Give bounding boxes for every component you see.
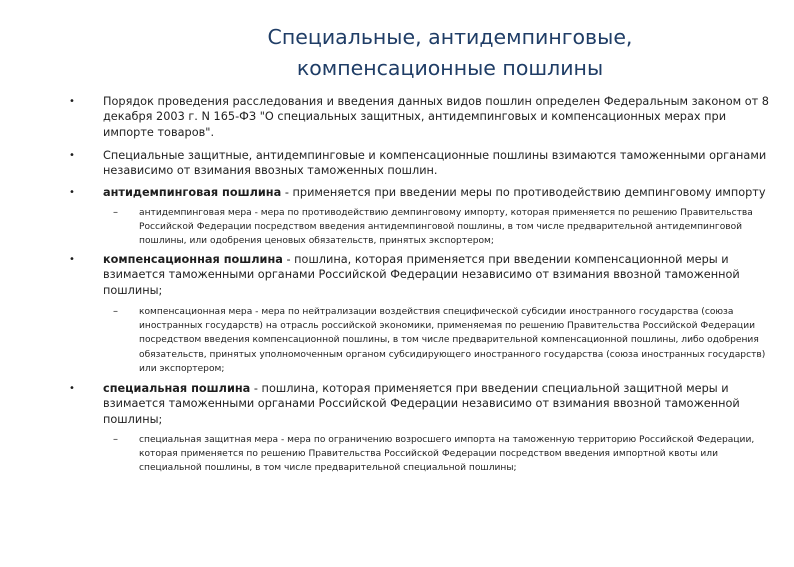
title-line-1: Специальные, антидемпинговые, <box>267 25 633 49</box>
sub-item-text: антидемпинговая мера - мера по противодействию демпинговому импорту, которая применяется по решению Правительства Российской Федерации посредством введения антидемпинговой пошлины, в том числе предварительной антидемпинговой пошлины, или одобрения ценовых обязательств, принятых экспортером; <box>139 208 753 247</box>
item-text <box>103 381 769 427</box>
item-text: Специальные защитные, антидемпинговые и компенсационные пошлины взимаются таможенными органами независимо от взимания ввозных таможенных пошлин. <box>103 149 767 178</box>
sub-item-text: специальная защитная мера - мера по ограничению возросшего импорта на таможенную территорию Российской Федерации, которая применяется по решению Правительства Российской Федерации посредством введения импортной квоты или специальной пошлины, в том числе предварительной специальной пошлины; <box>139 435 755 474</box>
item-term: компенсационная пошлина <box>103 253 283 266</box>
item-term: антидемпинговая пошлина <box>103 186 282 199</box>
title-line-2: компенсационные пошлины <box>296 56 604 80</box>
bullet-icon: • <box>69 96 75 107</box>
sub-item-text: компенсационная мера - мера по нейтрализации воздействия специфической субсидии иностранного государства (союза иностранных государств) на отрасль российской экономики, применяемая по решению Правительства Российской Федерации посредством введения компенсационной пошлины, в том числе предварительной компенсационной пошлины, либо одобрения обязательств, принятых уполномоченным органом субсидирующего иностранного государства (союза иностранных государств) или экспортером; <box>139 307 766 374</box>
dash-icon: – <box>113 306 118 317</box>
bullet-icon: • <box>69 187 75 198</box>
bullet-icon: • <box>69 254 75 265</box>
item-desc: - пошлина, которая применяется при введении специальной защитной меры и взимается таможенными органами Российской Федерации независимо от взимания ввозной таможенной пошлины; <box>103 382 740 426</box>
dash-icon: – <box>113 434 118 445</box>
bullet-icon: • <box>69 383 75 394</box>
item-desc: - пошлина, которая применяется при введении компенсационной меры и взимается таможенными органами Российской Федерации независимо от взимания ввозной таможенной пошлины; <box>103 253 740 297</box>
item-term: специальная пошлина <box>103 382 251 395</box>
item-text <box>103 185 769 200</box>
dash-icon: – <box>113 207 118 218</box>
slide-title <box>200 22 700 84</box>
item-text: Порядок проведения расследования и введения данных видов пошлин определен Федеральным законом от 8 декабря 2003 г. N 165-ФЗ "О специальных защитных, антидемпинговых и компенсационных мерах при импорте товаров". <box>103 95 769 139</box>
item-text <box>103 252 769 298</box>
item-desc: - применяется при введении меры по противодействию демпинговому импорту <box>281 186 766 199</box>
bullet-icon: • <box>69 150 75 161</box>
